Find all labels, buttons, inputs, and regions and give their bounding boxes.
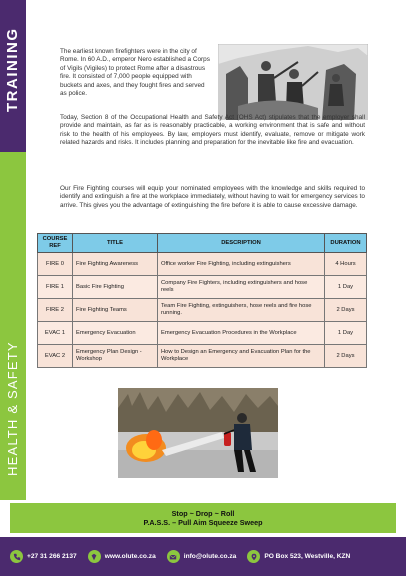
sidebar-training-label: TRAINING <box>4 27 21 112</box>
sidebar-health-safety-band <box>0 152 26 500</box>
sidebar-health-safety-label: HEALTH & SAFETY <box>5 341 20 476</box>
banner-line-pass: P.A.S.S. – Pull Aim Squeeze Sweep <box>143 518 263 527</box>
course-duration-cell: 4 Hours <box>325 253 367 276</box>
course-table-header-row <box>38 234 367 253</box>
banner-line-stop-drop-roll: Stop ~ Drop ~ Roll <box>171 509 235 518</box>
intro-paragraph-history: The earliest known firefighters were in the city of Rome. In 60 A.D., emperor Nero established a Corps of Vigils (Vigiles) to protect Rome after a disastrous fire. It consisted of 7,000 people equipped with buckets and axes, and they fought fires and served as police. <box>60 48 210 98</box>
footer-address <box>247 550 350 563</box>
course-table <box>37 233 367 368</box>
header-duration: DURATION <box>325 234 367 253</box>
course-ref-cell: FIRE 0 <box>38 253 73 276</box>
course-duration-cell: 1 Day <box>325 276 367 299</box>
course-ref-cell: EVAC 1 <box>38 322 73 345</box>
header-course-ref: COURSE REF <box>38 234 73 253</box>
email-icon <box>167 550 180 563</box>
table-row <box>38 276 367 299</box>
footer-email <box>167 550 237 563</box>
course-ref-cell: FIRE 2 <box>38 299 73 322</box>
course-title-cell: Emergency Evacuation <box>73 322 158 345</box>
footer-email-link[interactable]: info@olute.co.za <box>183 553 237 560</box>
footer-address-text: PO Box 523, Westville, KZN <box>264 553 351 560</box>
footer-website <box>88 550 156 563</box>
footer-phone <box>10 550 77 563</box>
intro-paragraph-ohs-act: Today, Section 8 of the Occupational Health and Safety Act (OHS Act) stipulates that the employer shall provide and maintain, as far as is reasonably practicable, a working environment that is safe and without risk to the health of his employees. By law, employers must identify, evaluate, remove or mitigate work related hazards and risks. It includes planning and preparation for the inevitable like fire and evacuation. <box>60 114 365 147</box>
course-description-cell: Emergency Evacuation Procedures in the Workplace <box>158 322 325 345</box>
sidebar-training-band <box>0 0 26 152</box>
course-ref-cell: FIRE 1 <box>38 276 73 299</box>
course-description-cell: How to Design an Emergency and Evacuation Plan for the Workplace <box>158 345 325 368</box>
footer-website-link[interactable]: www.olute.co.za <box>104 553 156 560</box>
phone-icon <box>10 550 23 563</box>
contact-footer <box>0 537 406 576</box>
course-description-cell: Office worker Fire Fighting, including extinguishers <box>158 253 325 276</box>
header-title: TITLE <box>73 234 158 253</box>
course-title-cell: Fire Fighting Teams <box>73 299 158 322</box>
location-icon <box>247 550 260 563</box>
fire-extinguisher-photo <box>118 388 278 478</box>
header-description: DESCRIPTION <box>158 234 325 253</box>
table-row <box>38 299 367 322</box>
table-row <box>38 345 367 368</box>
course-duration-cell: 2 Days <box>325 345 367 368</box>
footer-phone-text: +27 31 266 2137 <box>27 553 77 560</box>
course-title-cell: Emergency Plan Design - Workshop <box>73 345 158 368</box>
course-title-cell: Basic Fire Fighting <box>73 276 158 299</box>
course-description-cell: Team Fire Fighting, extinguishers, hose reels and fire hose running. <box>158 299 325 322</box>
course-ref-cell: EVAC 2 <box>38 345 73 368</box>
safety-slogan-banner <box>10 503 396 533</box>
course-duration-cell: 1 Day <box>325 322 367 345</box>
historic-firefighters-illustration <box>218 44 368 120</box>
course-title-cell: Fire Fighting Awareness <box>73 253 158 276</box>
intro-paragraph-courses: Our Fire Fighting courses will equip your nominated employees with the knowledge and skills required to identify and extinguish a fire at the workplace immediately, without having to wait for emergency services to arrive. This gives you the advantage of extinguishing the fire before it is able to cause excessive damage. <box>60 185 365 209</box>
table-row <box>38 322 367 345</box>
table-row <box>38 253 367 276</box>
web-icon <box>88 550 101 563</box>
course-duration-cell: 2 Days <box>325 299 367 322</box>
course-description-cell: Company Fire Fighters, including extinguishers and hose reels <box>158 276 325 299</box>
